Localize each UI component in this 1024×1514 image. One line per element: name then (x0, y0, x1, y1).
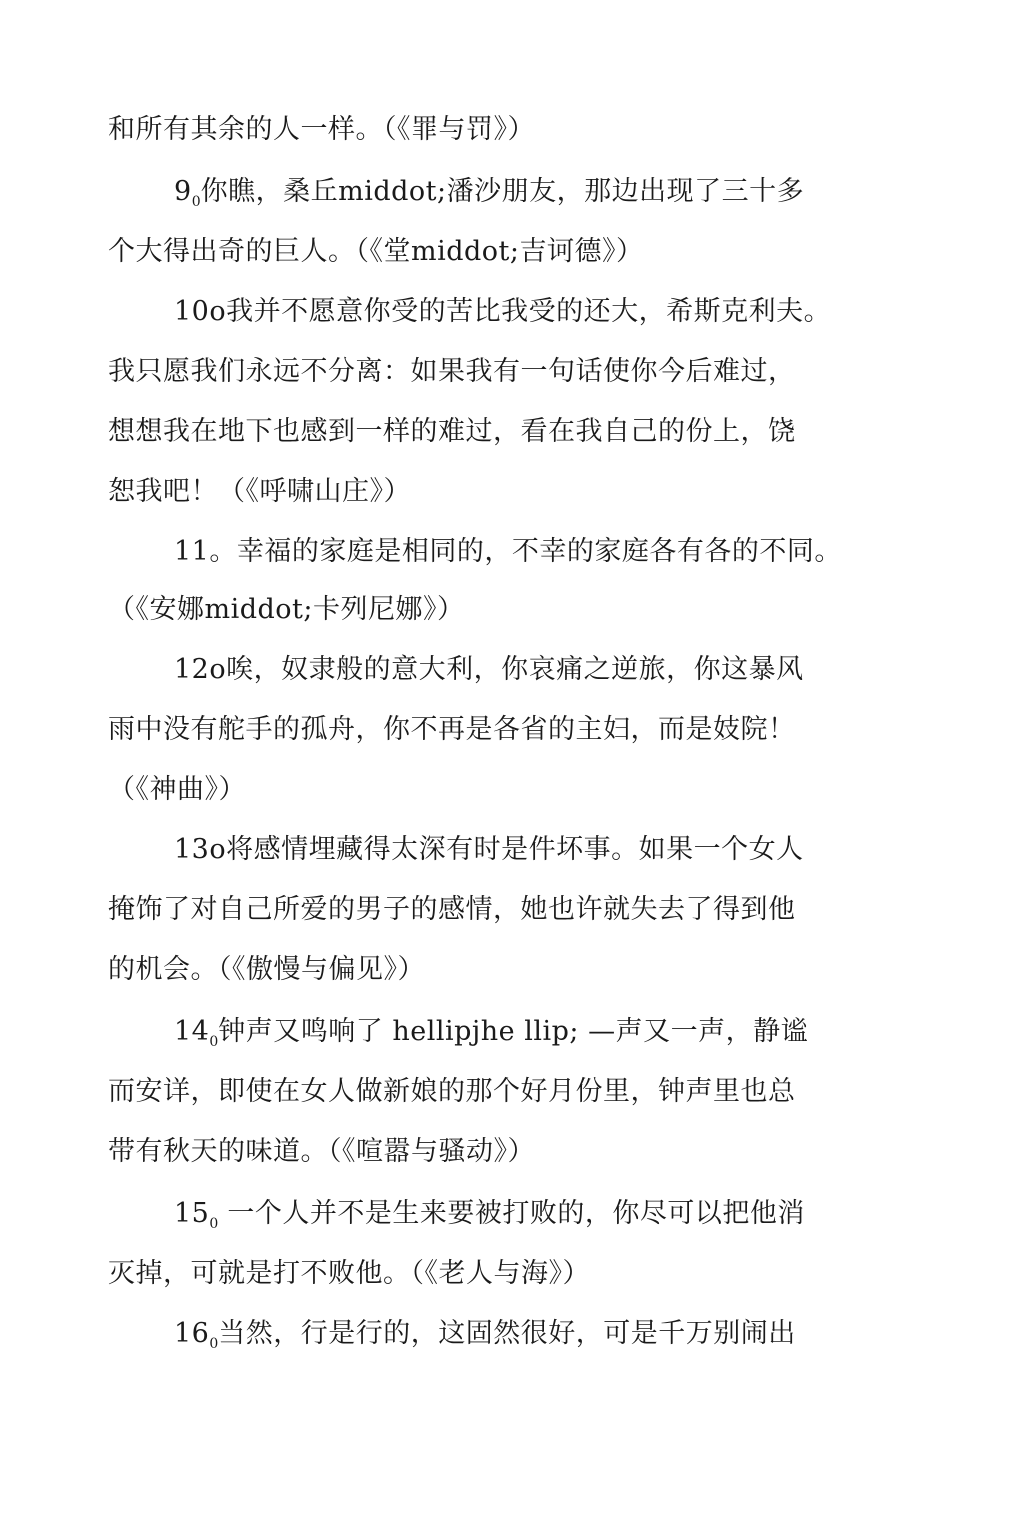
item-number: 9 (174, 176, 192, 207)
text-line: 而安详，即使在女人做新娘的那个好月份里，钟声里也总 (108, 1076, 796, 1107)
item-number-subscript: 0 (209, 1034, 219, 1050)
text-line: $16_0$当然，行是行的，这固然很好，可是千万别闹出 (174, 1318, 796, 1352)
item-number-subscript: 0 (209, 1336, 219, 1352)
text-line: 个大得出奇的巨人。（《堂middot;吉诃德》） (108, 236, 644, 267)
text-line: $14_0$钟声又鸣响了 hellipjhe llip; —声又一声，静谧 (174, 1016, 809, 1050)
text-line: 灭掉，可就是打不败他。（《老人与海》） (108, 1258, 590, 1289)
item-number-subscript: 0 (209, 1216, 219, 1232)
text-line: 想想我在地下也感到一样的难过，看在我自己的份上，饶 (108, 416, 796, 447)
text-line: （《安娜middot;卡列尼娜》） (108, 594, 465, 625)
text-line: 10o我并不愿意你受的苦比我受的还大，希斯克利夫。 (174, 296, 832, 327)
text-line: 的机会。（《傲慢与偏见》） (108, 954, 425, 985)
text-line: 雨中没有舵手的孤舟，你不再是各省的主妇，而是妓院！ (108, 714, 796, 745)
text-line: 13o将感情埋藏得太深有时是件坏事。如果一个女人 (174, 834, 804, 865)
text-line: $15_0$ 一个人并不是生来要被打败的，你尽可以把他消 (174, 1198, 805, 1232)
text-line: 11。幸福的家庭是相同的，不幸的家庭各有各的不同。 (174, 536, 842, 567)
item-number: 15 (174, 1198, 210, 1229)
text-line: 带有秋天的味道。（《喧嚣与骚动》） (108, 1136, 535, 1167)
item-number: 16 (174, 1318, 210, 1349)
text-line: 我只愿我们永远不分离：如果我有一句话使你今后难过， (108, 356, 796, 387)
text-line: 和所有其余的人一样。（《罪与罚》） (108, 114, 535, 145)
item-number: 14 (174, 1016, 210, 1047)
text-line: （《神曲》） (108, 774, 246, 805)
text-line: $9_0$你瞧，桑丘middot;潘沙朋友，那边出现了三十多 (174, 176, 805, 210)
text-line: 恕我吧！（《呼啸山庄》） (108, 476, 411, 507)
item-number-subscript: 0 (191, 194, 201, 210)
text-line: 12o唉，奴隶般的意大利，你哀痛之逆旅，你这暴风 (174, 654, 804, 685)
text-line: 掩饰了对自己所爱的男子的感情，她也许就失去了得到他 (108, 894, 796, 925)
